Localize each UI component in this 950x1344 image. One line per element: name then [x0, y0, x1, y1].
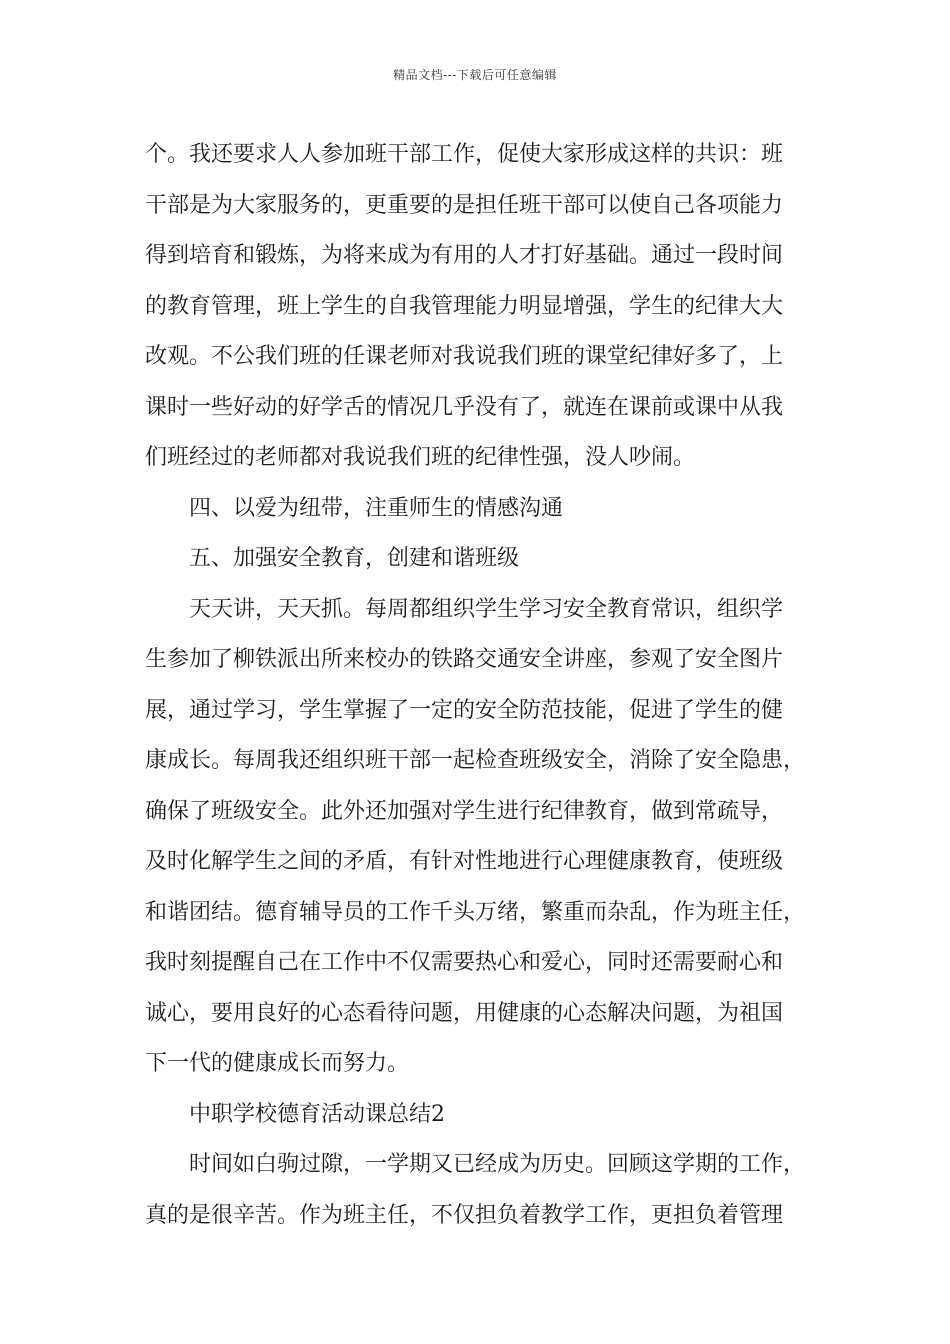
paragraph-line: 课时一些好动的好学舌的情况几乎没有了，就连在课前或课中从我 [145, 394, 784, 420]
paragraph-line: 我时刻提醒自己在工作中不仅需要热心和爱心，同时还需要耐心和 [145, 950, 784, 975]
paragraph-line: 下一代的健康成长而努力。 [145, 1051, 410, 1076]
paragraph-line: 展，通过学习，学生掌握了一定的安全防范技能，促进了学生的健 [145, 697, 784, 723]
paragraph-line: 及时化解学生之间的矛盾，有针对性地进行心理健康教育，使班级 [145, 849, 784, 874]
paragraph-line: 康成长。每周我还组织班干部一起检查班级安全，消除了安全隐患， [145, 748, 806, 773]
document-body [145, 130, 830, 1241]
paragraph-line: 确保了班级安全。此外还加强对学生进行纪律教育，做到常疏导， [145, 798, 784, 824]
paragraph-line: 们班经过的老师都对我说我们班的纪律性强，没人吵闹。 [145, 445, 696, 470]
paragraph-line: 生参加了柳铁派出所来校办的铁路交通安全讲座，参观了安全图片 [145, 647, 784, 672]
paragraph-line: 真的是很辛苦。作为班主任，不仅担负着教学工作，更担负着管理 [145, 1202, 784, 1228]
paragraph-line: 天天讲，天天抓。每周都组织学生学习安全教育常识，组织学 [189, 596, 784, 622]
paragraph-line: 的教育管理，班上学生的自我管理能力明显增强，学生的纪律大大 [145, 293, 784, 319]
paragraph-line: 个。我还要求人人参加班干部工作，促使大家形成这样的共识：班 [145, 142, 784, 167]
page-header: 精品文档---下载后可任意编辑 [393, 68, 557, 82]
paragraph-line: 得到培育和锻炼，为将来成为有用的人才打好基础。通过一段时间 [145, 243, 784, 268]
paragraph-line: 和谐团结。德育辅导员的工作千头万绪，繁重而杂乱，作为班主任， [145, 899, 806, 925]
paragraph-line: 诚心，要用良好的心态看待问题，用健康的心态解决问题，为祖国 [145, 1000, 784, 1026]
section-heading: 四、以爱为纽带，注重师生的情感沟通 [189, 495, 564, 521]
paragraph-line: 改观。不公我们班的任课老师对我说我们班的课堂纪律好多了，上 [145, 344, 784, 369]
paragraph-line: 干部是为大家服务的，更重要的是担任班干部可以使自己各项能力 [145, 192, 784, 218]
section-title: 中职学校德育活动课总结2 [189, 1101, 445, 1127]
paragraph-line: 时间如白驹过隙，一学期又已经成为历史。回顾这学期的工作， [189, 1152, 806, 1177]
section-heading: 五、加强安全教育，创建和谐班级 [189, 546, 520, 571]
